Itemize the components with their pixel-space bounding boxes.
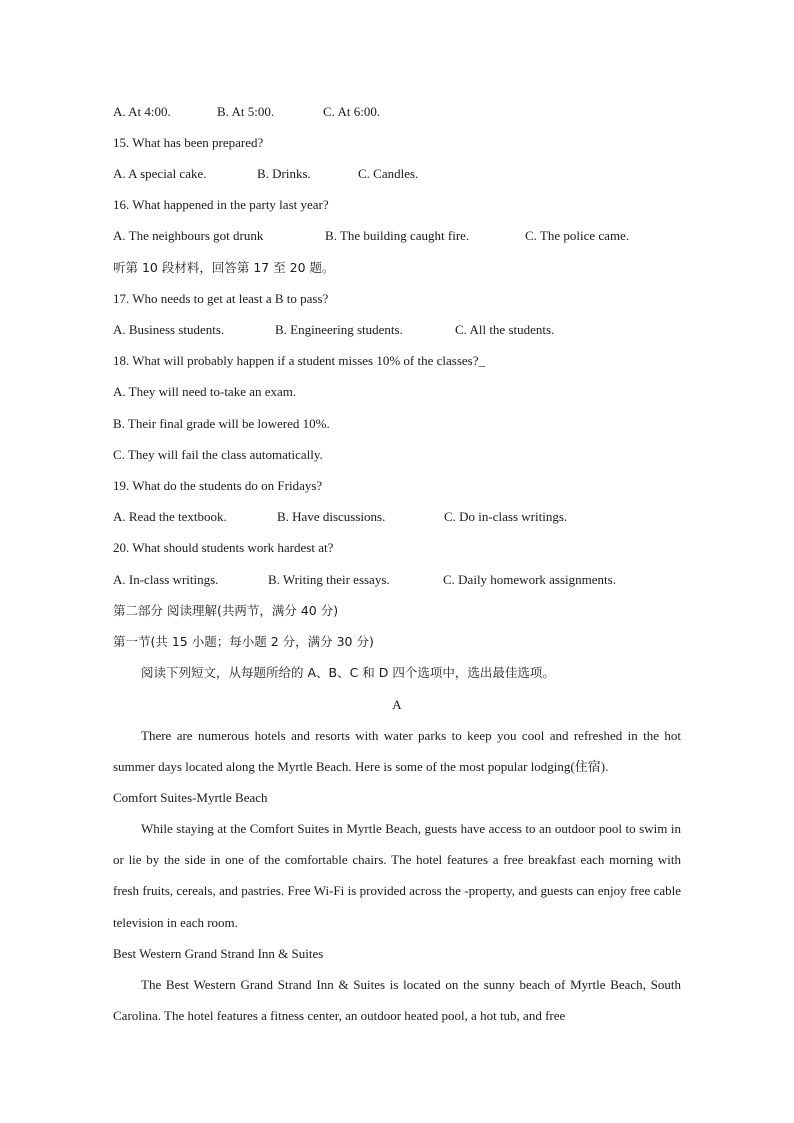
q15-option-c: C. Candles.: [358, 166, 419, 181]
passage-intro: [113, 720, 681, 782]
q17-question: 17. Who needs to get at least a B to pass?: [113, 291, 329, 306]
q15-option-b: B. Drinks.: [257, 166, 311, 181]
hotel2-paragraph: [113, 969, 681, 1031]
q20-option-b: B. Writing their essays.: [268, 572, 390, 587]
hotel1-title: Comfort Suites-Myrtle Beach: [113, 790, 268, 805]
q18-option-c: C. They will fail the class automatically.: [113, 447, 323, 462]
q16-question: 16. What happened in the party last year?: [113, 197, 329, 212]
q17-option-c: C. All the students.: [455, 322, 555, 337]
q17-option-a: A. Business students.: [113, 322, 225, 337]
q20-option-c: C. Daily homework assignments.: [443, 572, 616, 587]
q14-option-a: A. At 4:00.: [113, 104, 171, 119]
hotel2-title: Best Western Grand Strand Inn & Suites: [113, 946, 324, 961]
part2-heading: 第二部分 阅读理解(共两节，满分 40 分): [113, 603, 339, 618]
q16-option-a: A. The neighbours got drunk: [113, 228, 264, 243]
q16-option-b: B. The building caught fire.: [325, 228, 470, 243]
q14-option-c: C. At 6:00.: [323, 104, 381, 119]
q18-option-a: A. They will need to-take an exam.: [113, 384, 297, 399]
hotel1-text: While staying at the Comfort Suites in Myrtle Beach, guests have access to an outdoor pool to swim in or lie by the side in one of the comfortable chairs. The hotel features a free breakfast each morning with fresh fruits, cereals, and pastries. Free Wi-Fi is provided across the -property, and guests can enjoy free cable television in each room.: [113, 821, 681, 930]
part2-section1: 第一节(共 15 小题；每小题 2 分，满分 30 分): [113, 634, 374, 649]
q14-option-b: B. At 5:00.: [217, 104, 275, 119]
q15-question: 15. What has been prepared?: [113, 135, 264, 150]
q19-option-c: C. Do in-class writings.: [444, 509, 568, 524]
q19-option-b: B. Have discussions.: [277, 509, 386, 524]
part2-instruction: 阅读下列短文，从每题所给的 A、B、C 和 D 四个选项中，选出最佳选项。: [141, 665, 555, 680]
q18-question: 18. What will probably happen if a student misses 10% of the classes?_: [113, 353, 485, 368]
passage-intro-text: There are numerous hotels and resorts with water parks to keep you cool and refreshed in the hot summer days located along the Myrtle Beach. Here is some of the most popular lodging(住宿).: [113, 728, 681, 775]
q19-question: 19. What do the students do on Fridays?: [113, 478, 323, 493]
q18-option-b: B. Their final grade will be lowered 10%.: [113, 416, 330, 431]
hotel2-text: The Best Western Grand Strand Inn & Suites is located on the sunny beach of Myrtle Beach, South Carolina. The hotel features a fitness center, an outdoor heated pool, a hot tub, and free: [113, 977, 681, 1024]
section-instruction: 听第 10 段材料，回答第 17 至 20 题。: [113, 260, 335, 275]
q20-question: 20. What should students work hardest at?: [113, 540, 334, 555]
q15-option-a: A. A special cake.: [113, 166, 207, 181]
q16-option-c: C. The police came.: [525, 228, 630, 243]
hotel1-paragraph: [113, 813, 681, 938]
q17-option-b: B. Engineering students.: [275, 322, 403, 337]
q20-option-a: A. In-class writings.: [113, 572, 219, 587]
passage-label: A: [392, 697, 402, 712]
q19-option-a: A. Read the textbook.: [113, 509, 227, 524]
